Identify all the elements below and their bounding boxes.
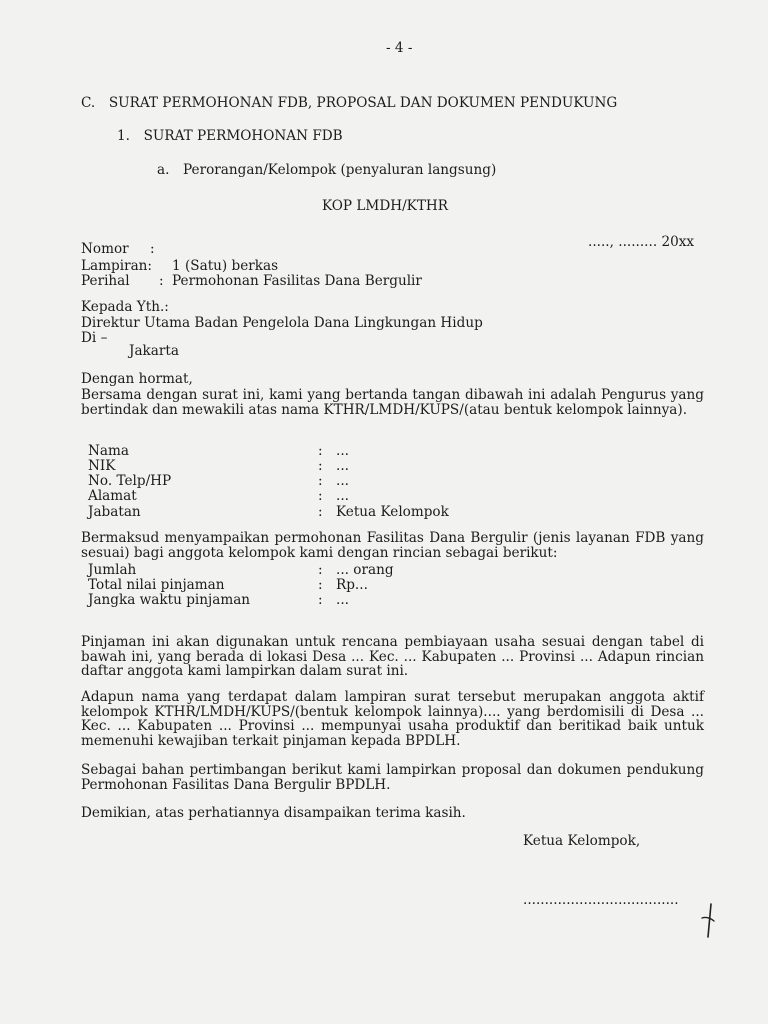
meta-nomor-colon: : (150, 241, 155, 257)
field-alamat-label: Alamat (88, 488, 137, 504)
field-telp-value: ... (336, 473, 349, 489)
meta-lampiran-value: 1 (Satu) berkas (172, 258, 279, 274)
field-nama-colon: : (318, 443, 323, 459)
subsection-heading: 1. SURAT PERMOHONAN FDB (117, 128, 343, 144)
field-jabatan-label: Jabatan (88, 504, 141, 520)
loan-jumlah-label: Jumlah (88, 562, 137, 578)
field-alamat-value: ... (336, 488, 349, 504)
meta-perihal-label: Perihal (81, 273, 130, 289)
recipient-di: Di – (81, 330, 108, 346)
field-nik-label: NIK (88, 458, 116, 474)
closing-line: Demikian, atas perhatiannya disampaikan terima kasih. (81, 805, 466, 821)
field-telp-label: No. Telp/HP (88, 473, 172, 489)
recipient-greeting: Kepada Yth.: (81, 299, 169, 315)
field-nama-label: Nama (88, 443, 129, 459)
section-heading: C. SURAT PERMOHONAN FDB, PROPOSAL DAN DOKUMEN PENDUKUNG (81, 95, 618, 111)
field-alamat-colon: : (318, 488, 323, 504)
loan-total-colon: : (318, 577, 323, 593)
loan-jangka-label: Jangka waktu pinjaman (88, 592, 251, 608)
attachments-paragraph: Sebagai bahan pertimbangan berikut kami lampirkan proposal dan dokumen pendukung Permohonan Fasilitas Dana Bergulir BPDLH. (81, 762, 704, 793)
meta-nomor-label: Nomor (81, 241, 129, 257)
usage-paragraph: Pinjaman ini akan digunakan untuk rencana pembiayaan usaha sesuai dengan tabel di bawah ini, yang berada di lokasi Desa ... Kec. ... Kabupaten ... Provinsi ... Adapun rincian daftar anggota kami lampirkan dalam surat ini. (81, 634, 704, 680)
signature-line: .................................... (523, 892, 679, 908)
field-telp-colon: : (318, 473, 323, 489)
members-paragraph: Adapun nama yang terdapat dalam lampiran surat tersebut merupakan anggota aktif kelompok KTHR/LMDH/KUPS/(bentuk kelompok lainnya).... yang berdomisili di Desa ... Kec. ... Kabupaten ... Provinsi ... mempunyai usaha produktif dan beritikad baik untuk memenuhi kewajiban terkait pinjaman kepada BPDLH. (81, 689, 704, 749)
meta-lampiran-label: Lampiran: (81, 258, 153, 274)
purpose-paragraph: Bermaksud menyampaikan permohonan Fasilitas Dana Bergulir (jenis layanan FDB yang sesuai) bagi anggota kelompok kami dengan rincian sebagai berikut: (81, 530, 704, 561)
field-nik-value: ... (336, 458, 349, 474)
loan-jangka-colon: : (318, 592, 323, 608)
sub-item-heading: a. Perorangan/Kelompok (penyaluran langsung) (157, 162, 497, 178)
field-nik-colon: : (318, 458, 323, 474)
loan-jumlah-value: ... orang (336, 562, 394, 578)
field-jabatan-colon: : (318, 504, 323, 520)
intro-paragraph: Bersama dengan surat ini, kami yang bertanda tangan dibawah ini adalah Pengurus yang bertindak dan mewakili atas nama KTHR/LMDH/KUPS/(atau bentuk kelompok lainnya). (81, 387, 704, 418)
recipient-name: Direktur Utama Badan Pengelola Dana Lingkungan Hidup (81, 315, 483, 331)
loan-jangka-value: ... (336, 592, 349, 608)
salutation: Dengan hormat, (81, 371, 193, 387)
loan-total-label: Total nilai pinjaman (88, 577, 225, 593)
date-line: ....., ......... 20xx (588, 234, 695, 250)
meta-perihal-value: Permohonan Fasilitas Dana Bergulir (172, 273, 422, 289)
letterhead-placeholder: KOP LMDH/KTHR (322, 198, 448, 214)
meta-perihal-colon: : (159, 273, 164, 289)
recipient-city: Jakarta (129, 343, 179, 359)
field-nama-value: ... (336, 443, 349, 459)
signature-title: Ketua Kelompok, (523, 833, 641, 849)
page-number: - 4 - (386, 40, 413, 56)
field-jabatan-value: Ketua Kelompok (336, 504, 449, 520)
loan-jumlah-colon: : (318, 562, 323, 578)
loan-total-value: Rp... (336, 577, 368, 593)
handwritten-initial-mark (700, 903, 716, 939)
